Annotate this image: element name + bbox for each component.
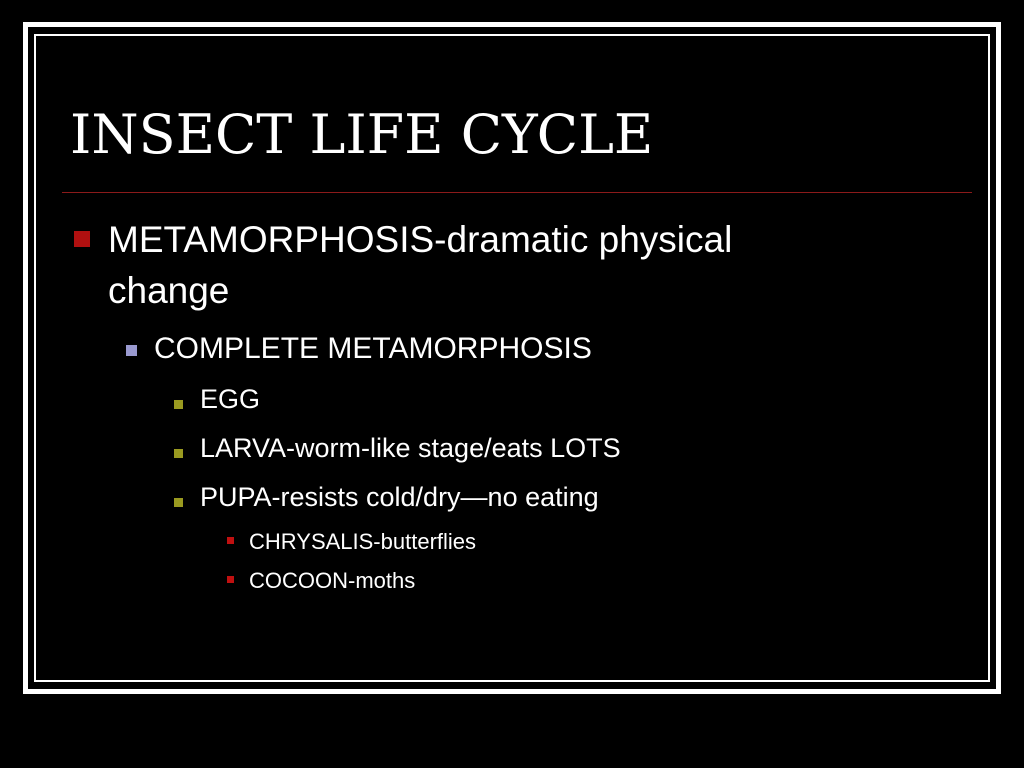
bullet-metamorphosis-line1: METAMORPHOSIS-dramatic physical: [108, 219, 733, 260]
level4-bullet-icon: [227, 537, 234, 544]
bullet-chrysalis: CHRYSALIS-butterflies: [249, 529, 477, 554]
bullet-egg: EGG: [200, 384, 261, 414]
level2-bullet-icon: [126, 345, 137, 356]
bullet-metamorphosis-line2: change: [108, 270, 230, 311]
bullet-larva: LARVA-worm-like stage/eats LOTS: [200, 433, 621, 463]
bullet-cocoon: COCOON-moths: [249, 568, 416, 593]
slide-title: INSECT LIFE CYCLE: [70, 103, 654, 166]
level4-bullet-icon: [227, 576, 234, 583]
level3-bullet-icon: [174, 498, 183, 507]
bullet-pupa: PUPA-resists cold/dry—no eating: [200, 482, 599, 512]
level1-bullet-icon: [74, 231, 90, 247]
title-divider: [62, 192, 972, 193]
bullet-complete-metamorphosis: COMPLETE METAMORPHOSIS: [154, 332, 592, 365]
level3-bullet-icon: [174, 449, 183, 458]
level3-bullet-icon: [174, 400, 183, 409]
